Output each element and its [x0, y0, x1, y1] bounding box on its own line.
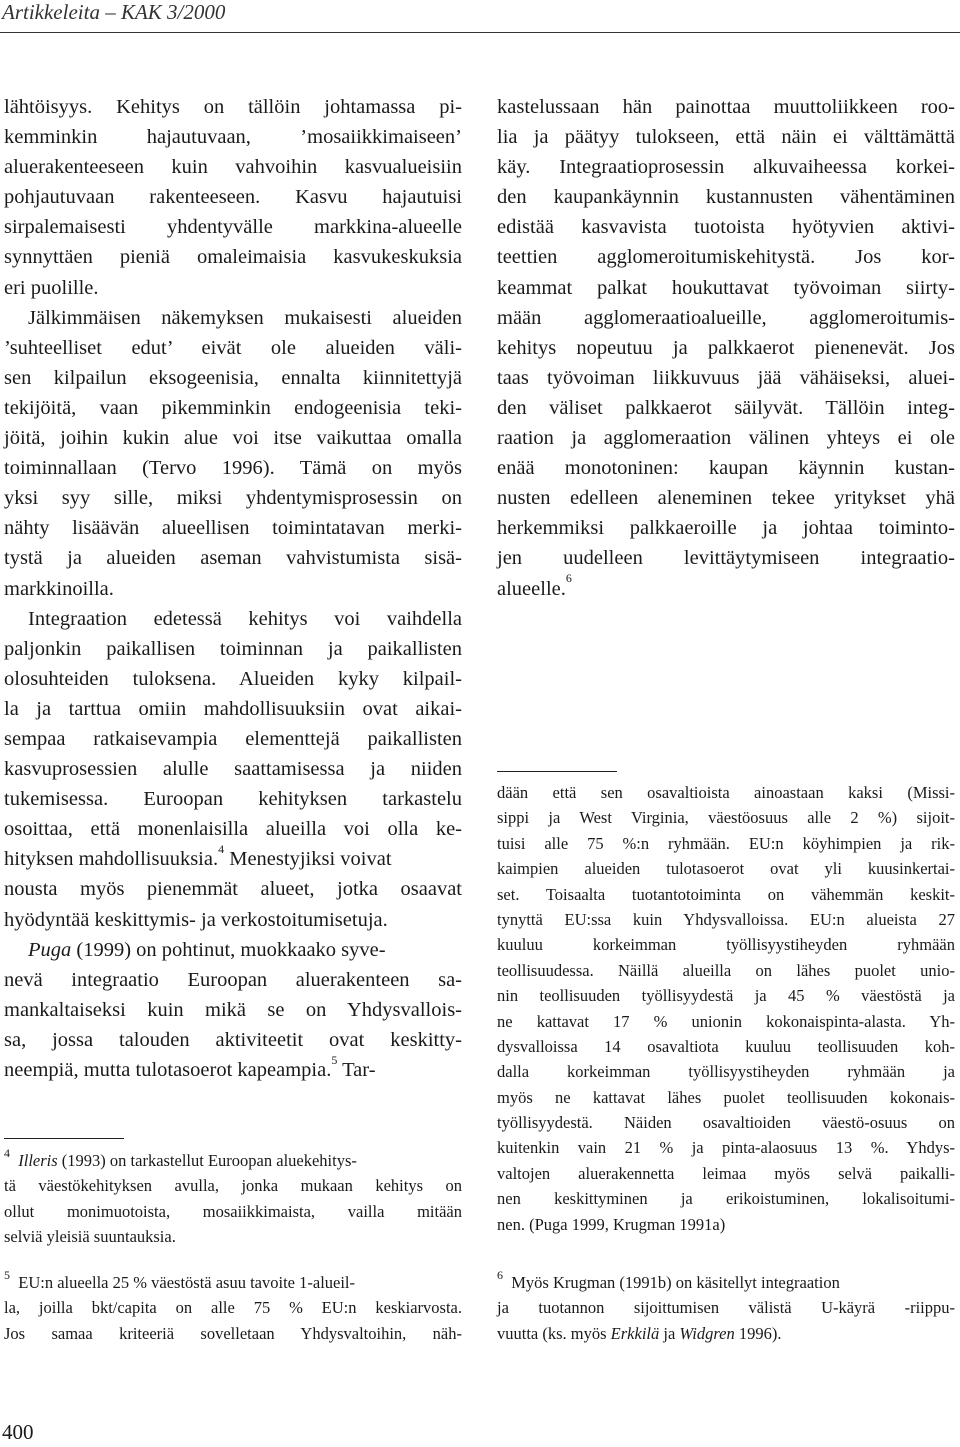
body-text: neempiä, mutta tulotasoerot kapeampia.	[4, 1059, 332, 1081]
header-rule	[0, 32, 960, 33]
body-line: sempaa ratkaisevampia elementtejä paikallisten	[4, 727, 462, 750]
body-line: markkinoilla.	[4, 577, 114, 600]
footnote-line: kaimpien alueiden tulotasoerot ovat yli kuusinkertai-	[497, 859, 955, 879]
body-line: nusten edelleen aleneminen tekee yritykset yhä	[497, 487, 955, 510]
footnote-line: työllisyydestä. Näiden osavaltioiden väestö-osuus on	[497, 1113, 955, 1133]
body-line: teettien agglomeroitumiskehitystä. Jos kor-	[497, 246, 955, 269]
body-line: käy. Integraatioprosessin alkuvaiheessa korkei-	[497, 156, 955, 179]
citation-author: Puga	[28, 938, 72, 961]
body-line: kasvuprosessien alulle saattamisessa ja niiden	[4, 758, 462, 781]
footnote-ref: 4	[218, 842, 225, 857]
footnote-4	[4, 1145, 462, 1250]
body-text: hityksen mahdollisuuksia.	[4, 848, 219, 871]
footnote-text: EU:n alueella 25 % väestöstä asuu tavoite 1-alueil-	[18, 1273, 356, 1292]
footnote-text: vuutta (ks. myös	[497, 1323, 607, 1343]
footnote-line	[4, 1267, 462, 1295]
body-line: taas työvoiman liikkuvuus jää vähäiseksi, aluei-	[497, 366, 955, 389]
footnote-ref: 6	[565, 571, 572, 586]
footnote-line: nen. (Puga 1999, Krugman 1991a)	[497, 1214, 726, 1234]
body-line: sa, jossa talouden aktiviteetit ovat keskitty-	[4, 1028, 462, 1051]
body-line: Jälkimmäisen näkemyksen mukaisesti alueiden	[28, 306, 462, 329]
footnote-marker: 5	[4, 1267, 10, 1282]
body-line: eri puolille.	[4, 276, 99, 299]
footnote-line: kuitenkin vain 21 % ja pinta-alaosuus 13 %. Yhdys-	[497, 1138, 955, 1158]
footnote-rule	[497, 771, 617, 772]
footnote-line: sippi ja West Virginia, väestöosuus alle 2 %) sijoit-	[497, 808, 955, 828]
body-line: sirpalemaisesti yhdentyvälle markkina-alueelle	[4, 216, 462, 239]
body-line: toiminnallaan (Tervo 1996). Tämä on myös	[4, 457, 462, 480]
body-line: kastelussaan hän painottaa muuttoliikkeen roo-	[497, 96, 955, 118]
page-number: 400	[2, 1420, 34, 1444]
footnote-line	[4, 1145, 462, 1173]
footnote-line: teollisuudessa. Näillä alueilla on lähes puolet unio-	[497, 960, 955, 980]
footnote-line: ja tuotannon sijoittumisen välistä U-käyrä -riippu-	[497, 1298, 955, 1318]
body-line	[4, 935, 462, 965]
body-text: Menestyjiksi voivat	[229, 848, 392, 871]
body-line: jen uudelleen levittäytymiseen integraatio-	[497, 547, 955, 570]
body-line	[497, 571, 955, 604]
body-line: tukemisessa. Euroopan kehityksen tarkastelu	[4, 788, 462, 811]
body-line	[4, 1052, 462, 1085]
footnote-text: (1993) on tarkastellut Euroopan aluekehitys-	[61, 1151, 357, 1170]
footnote-marker: 4	[4, 1145, 10, 1160]
footnote-line: ollut monimuotoista, mosaiikkimaista, vailla mitään	[4, 1201, 462, 1221]
body-line: osoittaa, että monenlaisilla alueilla voi olla ke-	[4, 818, 462, 841]
body-line: pohjautuvaan rakenteeseen. Kasvu hajautuisi	[4, 186, 462, 209]
body-line: olosuhteiden tuloksena. Alueiden kyky kilpail-	[4, 667, 462, 690]
footnote-text: 1996).	[738, 1323, 782, 1343]
body-line: edistää kasvavista tuotoista hyötyvien aktivi-	[497, 216, 955, 239]
body-line: ’suhteelliset edut’ eivät ole alueiden väli-	[4, 336, 462, 359]
footnote-line: valtojen aluerakennetta leimaa myös selvä paikalli-	[497, 1163, 955, 1183]
footnote-line: nin teollisuuden työllisyydestä ja 45 % väestöstä ja	[497, 986, 955, 1006]
body-line: raation ja agglomeraation välinen yhteys ei ole	[497, 427, 955, 450]
citation-author: Erkkilä	[610, 1323, 660, 1343]
body-line: den kaupankäynnin kustannusten vähentäminen	[497, 186, 955, 209]
body-line: kemminkin hajautuvaan, ’mosaiikkimaiseen’	[4, 126, 462, 149]
body-line: nousta myös pienemmät alueet, jotka osaavat	[4, 878, 462, 901]
footnote-line: myös ne kattavat lähes puolet teollisuuden kokonais-	[497, 1087, 955, 1107]
body-line: hyödyntää keskittymis- ja verkostoitumisetuja.	[4, 908, 388, 931]
left-column	[4, 92, 462, 1085]
footnote-marker: 6	[497, 1267, 503, 1282]
body-text: Tar-	[342, 1059, 376, 1081]
footnote-6	[497, 1267, 955, 1346]
footnote-line: tynyttä EU:ssa kuin Yhdysvalloissa. EU:n alueista 27	[497, 909, 955, 929]
footnote-line: set. Toisaalta tuotantotoiminta on vähemmän keskit-	[497, 884, 955, 904]
body-line: synnyttäen pieniä omaleimaisia kasvukeskuksia	[4, 246, 462, 269]
body-line: la ja tarttua omiin mahdollisuuksiin ovat aikai-	[4, 697, 462, 720]
footnote-line	[497, 1267, 955, 1295]
footnote-5	[4, 1267, 462, 1346]
body-text: alueelle.	[497, 577, 566, 600]
body-line: Integraation edetessä kehitys voi vaihdella	[28, 607, 462, 630]
footnote-line: tä väestökehityksen avulla, jonka mukaan kehitys on	[4, 1176, 462, 1196]
footnote-line	[497, 1321, 955, 1346]
right-column	[497, 92, 955, 604]
body-line: nähty lisäävän alueellisen toimintatavan merki-	[4, 517, 462, 540]
body-line: yksi syy sille, miksi yhdentymisprosessin on	[4, 487, 462, 510]
footnote-line: tuisi alle 75 %:n ryhmään. EU:n köyhimpien ja rik-	[497, 833, 955, 853]
citation-author: Illeris	[18, 1151, 58, 1170]
body-line: keammat palkat houkuttavat työvoiman siirty-	[497, 276, 955, 299]
body-line: lia ja päätyy tulokseen, että näin ei välttämättä	[497, 126, 955, 149]
footnote-text: ja	[663, 1323, 676, 1343]
footnote-line: la, joilla bkt/capita on alle 75 % EU:n keskiarvosta.	[4, 1298, 462, 1318]
running-head: Artikkeleita – KAK 3/2000	[2, 0, 226, 24]
footnote-line: dään että sen osavaltioista ainoastaan kaksi (Missi-	[497, 783, 955, 802]
footnote-line: selviä yleisiä suuntauksia.	[4, 1227, 176, 1247]
body-line: tekijöitä, vaan pikemminkin endogeenisia teki-	[4, 396, 462, 419]
body-line: nevä integraatio Euroopan aluerakenteen sa-	[4, 968, 462, 991]
body-line: paljonkin paikallisen toiminnan ja paikallisten	[4, 637, 462, 660]
body-line: jöitä, joihin kukin alue voi itse vaikuttaa omalla	[4, 427, 462, 450]
body-line: lähtöisyys. Kehitys on tällöin johtamassa pi-	[4, 96, 462, 118]
body-line: mään agglomeraatioalueille, agglomeroitumis-	[497, 306, 955, 329]
body-line: tystä ja alueiden aseman vahvistumista sisä-	[4, 547, 462, 570]
footnote-line: Jos samaa kriteeriä sovelletaan Yhdysvaltoihin, näh-	[4, 1323, 462, 1343]
body-line: mankaltaiseksi kuin mikä se on Yhdysvallois-	[4, 998, 462, 1021]
footnote-rule	[4, 1138, 124, 1139]
body-line	[4, 844, 462, 874]
citation-author: Widgren	[679, 1323, 735, 1343]
footnote-line: ne kattavat 17 % unionin kokonaispinta-alasta. Yh-	[497, 1011, 955, 1031]
body-line: den väliset palkkaerot säilyvät. Tällöin integ-	[497, 396, 955, 419]
body-line: herkemmiksi palkkaeroille ja johtaa toiminto-	[497, 517, 955, 540]
footnote-line: dalla korkeimman työllisyystiheyden ryhmään ja	[497, 1062, 955, 1082]
body-line: enää monotoninen: kaupan käynnin kustan-	[497, 457, 955, 480]
body-text: (1999) on pohtinut, muokkaako syve-	[76, 938, 386, 961]
footnote-5-continued	[497, 780, 955, 1237]
body-line: sen kilpailun eksogeenisia, ennalta kiinnitettyjä	[4, 366, 462, 389]
footnote-text: Myös Krugman (1991b) on käsitellyt integraation	[511, 1273, 840, 1292]
footnote-line: dysvalloissa 14 osavaltiota kuuluu teollisuuden koh-	[497, 1036, 955, 1056]
body-line: kehitys nopeutuu ja palkkaerot pienenevät. Jos	[497, 336, 955, 359]
footnote-line: kuuluu korkeimman työllisyystiheyden ryhmään	[497, 935, 955, 955]
body-line: aluerakenteeseen kuin vahvoihin kasvualueisiin	[4, 156, 462, 179]
footnote-line: nen keskittyminen ja erikoistuminen, lokalisoitumi-	[497, 1189, 955, 1209]
footnote-ref: 5	[331, 1052, 338, 1067]
